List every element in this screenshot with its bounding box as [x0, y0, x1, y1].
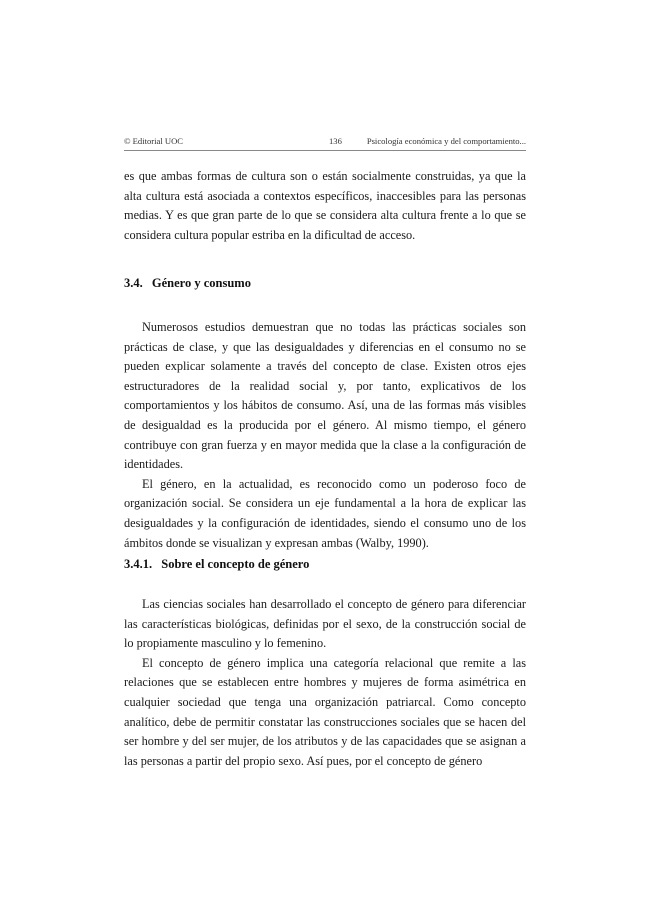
section-number: 3.4.: [124, 276, 143, 290]
section-heading-3-4-1: [124, 557, 526, 572]
header-divider: [124, 150, 526, 151]
section-title: Género y consumo: [151, 276, 251, 290]
section-3-4-1-paragraph-1: Las ciencias sociales han desarrollado el concepto de género para diferenciar las características biológicas, definidas por el sexo, de la construcción social de lo propiamente masculino y lo femenino.: [124, 597, 526, 651]
intro-text-block: [124, 167, 526, 245]
section-3-4-body: [124, 318, 526, 553]
section-heading-3-4: [124, 276, 526, 291]
header-publisher: © Editorial UOC: [124, 136, 184, 146]
section-3-4-1-body: [124, 595, 526, 771]
header-running-title: Psicología económica y del comportamiento...: [366, 136, 526, 146]
subsection-title: Sobre el concepto de género: [161, 557, 310, 571]
section-3-4-paragraph-2: El género, en la actualidad, es reconocido como un poderoso foco de organización social. Se considera un eje fundamental a la hora de explicar las desigualdades y la configuración de identidades, siendo el consumo uno de los ámbitos donde se visualizan y expresan ambas (Walby, 1990).: [124, 476, 526, 550]
header-page-number: 136: [329, 136, 342, 146]
intro-paragraph: es que ambas formas de cultura son o están socialmente construidas, ya que la alta cultura está asociada a contextos específicos, inaccesibles para las personas medias. Y es que gran parte de lo que se considera alta cultura frente a lo que se considera cultura popular estriba en la dificultad de acceso.: [124, 169, 526, 242]
subsection-number: 3.4.1.: [124, 557, 153, 571]
section-3-4-1-paragraph-2: El concepto de género implica una categoría relacional que remite a las relaciones que se establecen entre hombres y mujeres de forma asimétrica en cualquier sociedad que tenga una organización patriarcal. Como concepto analítico, debe de permitir constatar las construcciones sociales que se hacen del ser hombre y del ser mujer, de los atributos y de las capacidades que se asignan a las personas a partir del propio sexo. Así pues, por el concepto de género: [124, 655, 526, 768]
section-3-4-paragraph-1: Numerosos estudios demuestran que no todas las prácticas sociales son prácticas de clase, y que las desigualdades y diferencias en el consumo no se pueden explicar solamente a través del concepto de clase. Existen otros ejes estructuradores de la realidad social y, por tanto, explicativos de los comportamientos y los hábitos de consumo. Así, una de las formas más visibles de desigualdad es la producida por el género. Al mismo tiempo, el género contribuye con gran fuerza y en mayor medida que la clase a la configuración de identidades.: [124, 320, 526, 472]
